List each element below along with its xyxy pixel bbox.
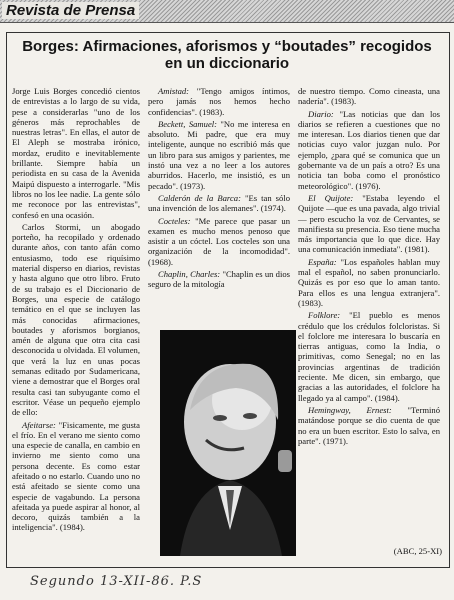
dictionary-entry <box>148 119 290 191</box>
intro-paragraph-1: Jorge Luis Borges concedió cientos de entrevistas a lo largo de su vida, pese a considerarlas "uno de los géneros más reprochables de nuestras letras". En ellas, el autor de El Aleph se mostraba irónico, mordaz, erudito e inevitablemente brillante. Siempre había un periodista en su casa de la Avenida Maipú dispuesto a interrogarle. "Mis libros no los lee nadie. La gente sólo me reconoce por las entrevistas", confesó en una ocasión. <box>12 86 140 220</box>
entry-term: El Quijote: <box>308 192 354 203</box>
entry-term: Calderón de la Barca: <box>158 192 241 203</box>
entry-text: "Terminó matándose porque se dio cuenta de que no era un buen escritor. Esto lo salva, en parte". (1971). <box>298 404 440 446</box>
article-headline: Borges: Afirmaciones, aforismos y “boutades” recogidos en un diccionario <box>22 38 432 72</box>
dictionary-entry <box>298 109 440 191</box>
source-credit: (ABC, 25-XI) <box>393 546 442 556</box>
intro-paragraph-2: Carlos Stormi, un abogado porteño, ha recopilado y ordenado durante años, con tanto afán como entusiasmo, todo ese riquísimo material disperso en diarios, revistas y hasta alguno que otro libro. Fruto de su trabajo es el Diccionario de Borges, una especie de catálogo temático en el que se incluyen las más conocidas afirmaciones, boutades y aforismos borgianos, amén de alguna que otra cita casi desconocida u olvidada. El volumen, que verá la luz en unas pocas semanas editado por Sudamericana, viene a demostrar que el Borges oral resulta casi tan subyugante como el escritor. Véase un pequeño ejemplo de ello: <box>12 221 140 418</box>
entry-term: España: <box>308 256 337 267</box>
section-title: Revista de Prensa <box>2 2 139 19</box>
entry-text: "Tengo amigos íntimos, pero jamás nos hemos hecho confidencias". (1983). <box>148 86 290 117</box>
dictionary-entry <box>298 257 440 308</box>
entry-term: Chaplin, Charles: <box>158 269 221 280</box>
entry-term: Cocteles: <box>158 215 191 226</box>
entry-text: "Los españoles hablan muy mal el español, no saben pronunciarlo. Quizás es por eso que lo aman tanto. Para ellos es una lengua extranjera". (1983). <box>298 256 440 308</box>
entry-text: "Chaplin es un dios seguro de la mitología <box>148 269 290 290</box>
entry-text: "Estaba leyendo el Quijote —que es una pavada, algo trivial— pero escucho la voz de Cervantes, se manifiesta su presencia. Eso tiene mucha más importancia que lo que dice. Hay una comunicación inmediata". (1981). <box>298 192 440 255</box>
column-3 <box>298 86 440 448</box>
dictionary-entry <box>148 269 290 290</box>
handwritten-annotation: Segundo 13-XII-86. P.S <box>30 574 203 589</box>
entry-text: "Fisicamente, me gusta el frío. En el verano me siento como una especie de canalla, en cambio en invierno me siento como una persona decente. Es como estar afeitado o no estarlo. Cuando uno no está afeitado se siente como una especie de vagabundo. La persona afeitada ya puede aspirar al honor, al decoro, quizás también a la inteligencia". (1984). <box>12 419 140 533</box>
dictionary-entry <box>12 420 140 533</box>
entry-term: Afeitarse: <box>22 419 56 430</box>
dictionary-entry <box>298 193 440 255</box>
entry-term: Diario: <box>308 108 334 119</box>
entry-text: "El pueblo es menos crédulo que los crédulos folcloristas. Si el folclore me interesara lo buscaría en tierras antiguas, como la India, o primitivas, como Senegal; no en las provincias argentinas de tradición reciente. Me dicen, sin embargo, que gracias a las autoridades, el folclore ha llegado ya al campo". (1984). <box>298 310 440 403</box>
dictionary-entry <box>148 216 290 267</box>
entry-text: "No me interesa en absoluto. Mi padre, que era muy inteligente, aunque no escribió más que un libro para sus amigos y parientes, me instó una vez a no leer a los autores aburridos. Hacerlo, me insistió, es un pecado". (1973). <box>148 118 291 191</box>
dictionary-entry <box>298 86 440 107</box>
entry-term: Folklore: <box>308 310 341 321</box>
entry-text: "Las noticias que dan los diarios se refieren a cuestiones que no me interesan. Los diarios tienen que dar noticias cuyo valor juzgan nulo. Por ejemplo, ¿para qué se comunica que un gobernante va de un país a otro? Es una noticia tan boba como el pronóstico meteorológico". (1976). <box>298 108 440 191</box>
entry-term: Beckett, Samuel: <box>158 118 218 129</box>
dictionary-entry <box>148 86 290 117</box>
dictionary-entry <box>148 193 290 214</box>
entry-text: "Me parece que pasar un examen es mucho menos penoso que asistir a un cóctel. Los cocteles son una organización de la incomodidad". (1968). <box>148 215 290 267</box>
entry-term: Amistad: <box>158 86 190 96</box>
dictionary-entry <box>298 405 440 446</box>
entry-text: de nuestro tiempo. Como cineasta, una nadería". (1983). <box>298 86 440 107</box>
dictionary-entry <box>298 310 440 403</box>
entry-text: "Es tan sólo una invención de los alemanes". (1974). <box>148 192 290 214</box>
column-2 <box>148 86 290 292</box>
entry-term: Hemingway, Ernest: <box>308 404 392 415</box>
column-1 <box>12 86 140 535</box>
borges-portrait-photo <box>160 330 296 556</box>
portrait-illustration <box>160 330 296 556</box>
